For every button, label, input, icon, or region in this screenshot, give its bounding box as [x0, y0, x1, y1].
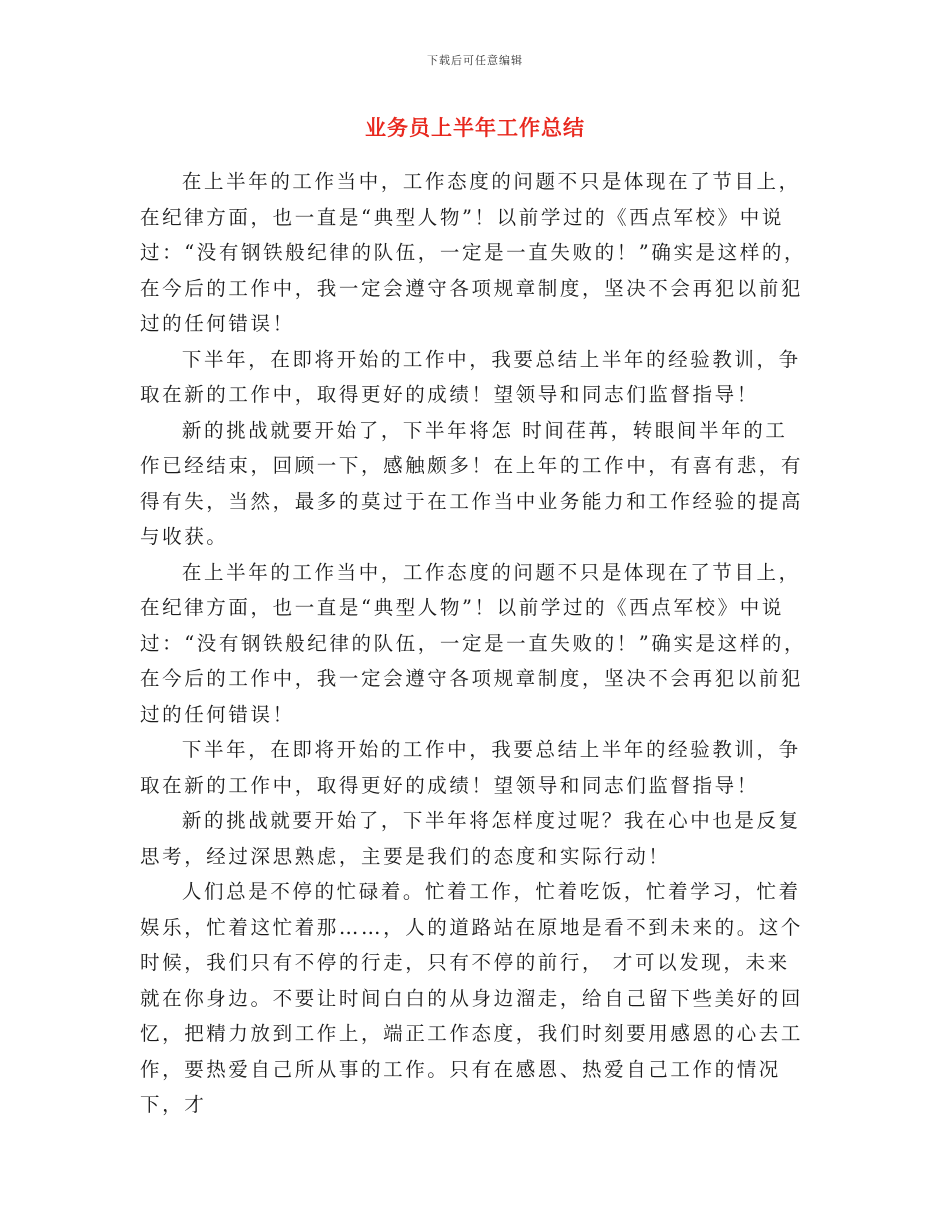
paragraph: 下半年，在即将开始的工作中，我要总结上半年的经验教训，争取在新的工作中，取得更好的成绩！望领导和同志们监督指导！ [140, 738, 801, 797]
paragraph: 在上半年的工作当中，工作态度的问题不只是体现在了节目上，在纪律方面，也一直是“典型人物”！以前学过的《西点军校》中说过：“没有钢铁般纪律的队伍，一定是一直失败的！”确实是这样的，在今后的工作中，我一定会遵守各项规章制度，坚决不会再犯以前犯过的任何错误！ [140, 560, 807, 726]
document-title: 业务员上半年工作总结 [365, 116, 585, 140]
paragraph: 人们总是不停的忙碌着。忙着工作，忙着吃饭，忙着学习，忙着娱乐，忙着这忙着那……，人的道路站在原地是看不到未来的。这个时候，我们只有不停的行走，只有不停的前行， 才可以发现，未来就在你身边。不要让时间白白的从身边溜走，给自己留下些美好的回忆，把精力放到工作上，端正工作态度，我们时刻要用感恩的心去工作，要热爱自己所从事的工作。只有在感恩、热爱自己工作的情况下，才 [140, 880, 804, 1116]
paragraph: 下半年，在即将开始的工作中，我要总结上半年的经验教训，争取在新的工作中，取得更好的成绩！望领导和同志们监督指导！ [140, 347, 801, 406]
paragraph: 新的挑战就要开始了，下半年将怎 时间荏苒，转眼间半年的工作已经结束，回顾一下，感触颇多！在上年的工作中，有喜有悲，有得有失，当然，最多的莫过于在工作当中业务能力和工作经验的提高与收获。 [140, 418, 804, 548]
paragraph: 新的挑战就要开始了，下半年将怎样度过呢？我在心中也是反复思考，经过深思熟虑，主要是我们的态度和实际行动！ [140, 809, 801, 868]
header-note: 下载后可任意编辑 [427, 54, 523, 67]
paragraph: 在上半年的工作当中，工作态度的问题不只是体现在了节目上，在纪律方面，也一直是“典型人物”！以前学过的《西点军校》中说过：“没有钢铁般纪律的队伍，一定是一直失败的！”确实是这样的，在今后的工作中，我一定会遵守各项规章制度，坚决不会再犯以前犯过的任何错误！ [140, 170, 807, 335]
document-body [140, 164, 808, 1123]
